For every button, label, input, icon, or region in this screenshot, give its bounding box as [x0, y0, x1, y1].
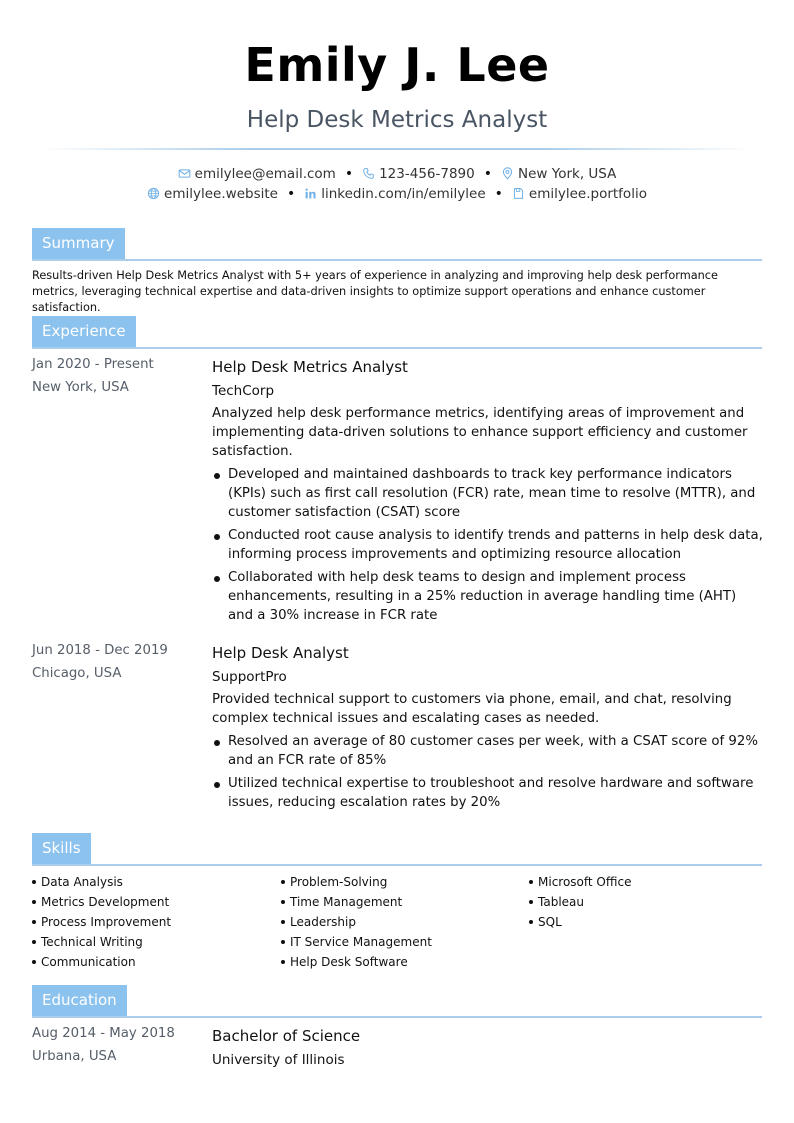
separator-dot: •	[286, 186, 296, 202]
candidate-name: Emily J. Lee	[244, 38, 550, 92]
globe-icon	[147, 187, 160, 200]
separator-dot: •	[494, 186, 503, 202]
contact-row-2	[0, 186, 794, 202]
education-1-school: University of Illinois	[212, 1052, 345, 1068]
separator-dot: •	[344, 166, 354, 182]
skill-item: Leadership	[281, 912, 432, 932]
job-1-bullets	[212, 465, 764, 625]
skill-item: Communication	[32, 952, 171, 972]
separator-dot: •	[483, 166, 492, 182]
candidate-role: Help Desk Metrics Analyst	[246, 107, 548, 133]
contact-portfolio[interactable]	[512, 186, 647, 202]
job-2-bullets	[212, 732, 764, 812]
contact-linkedin[interactable]	[304, 186, 485, 202]
job-1-description: Analyzed help desk performance metrics, identifying areas of improvement and implementing data-driven solutions to enhance support efficiency and customer satisfaction.	[212, 406, 748, 459]
education-1	[212, 1026, 764, 1073]
contact-row-1	[0, 166, 794, 182]
skill-item: Technical Writing	[32, 932, 171, 952]
skills-column-1	[32, 872, 171, 972]
section-education-title: Education	[32, 985, 127, 1016]
job-1-location: New York, USA	[32, 380, 129, 395]
contact-phone-text: 123-456-7890	[379, 166, 475, 182]
contact-phone[interactable]	[362, 166, 475, 182]
skill-item: Data Analysis	[32, 872, 171, 892]
list-item: Utilized technical expertise to troubleshoot and resolve hardware and software issues, reducing escalation rates by 20%	[212, 774, 764, 812]
linkedin-icon	[304, 187, 317, 200]
summary-text: Results-driven Help Desk Metrics Analyst with 5+ years of experience in analyzing and improving help desk performance metrics, leveraging technical expertise and data-driven insights to optimize support operations and enhance customer satisfaction.	[32, 269, 718, 314]
education-1-dates: Aug 2014 - May 2018	[32, 1026, 175, 1041]
job-2	[212, 643, 764, 816]
job-1-title: Help Desk Metrics Analyst	[212, 358, 408, 376]
job-2-company: SupportPro	[212, 669, 287, 685]
list-item: Resolved an average of 80 customer cases per week, with a CSAT score of 92% and an FCR rate of 85%	[212, 732, 764, 770]
job-2-title: Help Desk Analyst	[212, 644, 349, 662]
job-1	[212, 357, 764, 629]
section-summary	[32, 228, 762, 261]
contact-email-text: emilylee@email.com	[194, 166, 336, 182]
mail-icon	[178, 167, 191, 180]
education-1-degree: Bachelor of Science	[212, 1027, 361, 1045]
contact-location-text: New York, USA	[518, 166, 617, 182]
skills-column-2	[281, 872, 432, 972]
job-1-dates: Jan 2020 - Present	[32, 357, 154, 372]
header-divider	[40, 148, 754, 150]
job-2-description: Provided technical support to customers via phone, email, and chat, resolving complex technical issues and escalating cases as needed.	[212, 692, 732, 726]
contact-linkedin-text: linkedin.com/in/emilylee	[321, 186, 486, 202]
contact-website[interactable]	[147, 186, 278, 202]
skill-item: Time Management	[281, 892, 432, 912]
phone-icon	[362, 167, 375, 180]
section-skills-title: Skills	[32, 833, 91, 864]
job-1-company: TechCorp	[212, 383, 275, 399]
location-icon	[501, 167, 514, 180]
list-item: Collaborated with help desk teams to design and implement process enhancements, resulting in a 25% reduction in average handling time (AHT) and a 30% increase in FCR rate	[212, 568, 764, 625]
skill-item: Microsoft Office	[529, 872, 631, 892]
contact-website-text: emilylee.website	[164, 186, 278, 202]
contact-location	[501, 166, 616, 182]
section-education	[32, 985, 762, 1018]
job-2-location: Chicago, USA	[32, 666, 122, 681]
skill-item: Process Improvement	[32, 912, 171, 932]
education-1-location: Urbana, USA	[32, 1049, 117, 1064]
skills-column-3	[529, 872, 631, 932]
section-experience-title: Experience	[32, 316, 136, 347]
job-2-dates: Jun 2018 - Dec 2019	[32, 643, 168, 658]
section-summary-title: Summary	[32, 228, 125, 259]
portfolio-icon	[512, 187, 525, 200]
skill-item: SQL	[529, 912, 631, 932]
skill-item: Help Desk Software	[281, 952, 432, 972]
list-item: Developed and maintained dashboards to track key performance indicators (KPIs) such as first call resolution (FCR) rate, mean time to resolve (MTTR), and customer satisfaction (CSAT) score	[212, 465, 764, 522]
section-skills	[32, 833, 762, 866]
section-experience	[32, 316, 762, 349]
contact-email[interactable]	[178, 166, 336, 182]
skill-item: Metrics Development	[32, 892, 171, 912]
skill-item: Tableau	[529, 892, 631, 912]
list-item: Conducted root cause analysis to identify trends and patterns in help desk data, informing process improvements and optimizing resource allocation	[212, 526, 764, 564]
skill-item: IT Service Management	[281, 932, 432, 952]
skill-item: Problem-Solving	[281, 872, 432, 892]
contact-portfolio-text: emilylee.portfolio	[528, 186, 647, 202]
